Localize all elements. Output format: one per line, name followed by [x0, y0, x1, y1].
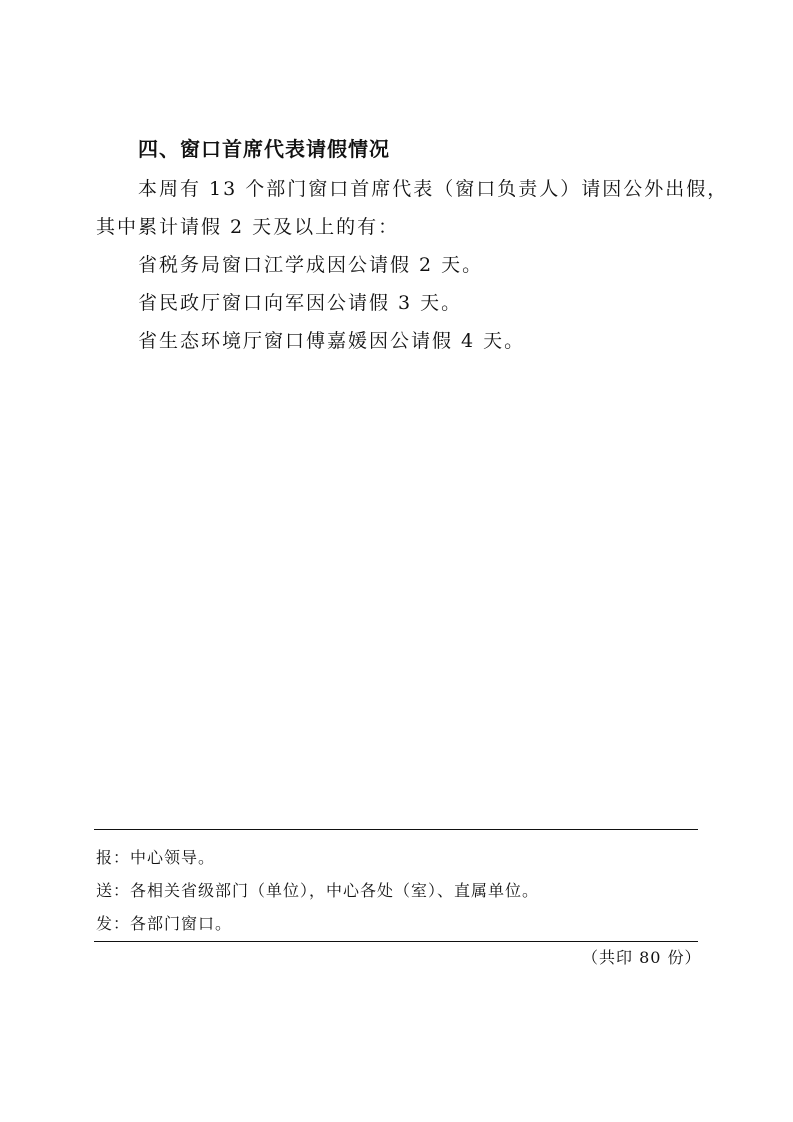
leave-item: 省税务局窗口江学成因公请假 2 天。 — [138, 254, 484, 276]
leave-summary-line-1: 本周有 13 个部门窗口首席代表（窗口负责人）请因公外出假， — [138, 178, 729, 200]
report-to-line: 报：中心领导。 — [96, 848, 216, 867]
leave-item: 省民政厅窗口向军因公请假 3 天。 — [138, 292, 463, 314]
distribution-bottom-rule — [94, 941, 698, 942]
leave-summary-line-2: 其中累计请假 2 天及以上的有： — [96, 216, 400, 238]
send-to-line: 送：各相关省级部门（单位），中心各处（室）、直属单位。 — [96, 881, 540, 900]
print-copies-note: （共印 80 份） — [582, 948, 702, 967]
distribution-top-rule — [94, 829, 698, 830]
issue-to-line: 发：各部门窗口。 — [96, 914, 233, 933]
section-heading: 四、窗口首席代表请假情况 — [138, 137, 390, 161]
leave-item: 省生态环境厅窗口傅嘉媛因公请假 4 天。 — [138, 330, 526, 352]
